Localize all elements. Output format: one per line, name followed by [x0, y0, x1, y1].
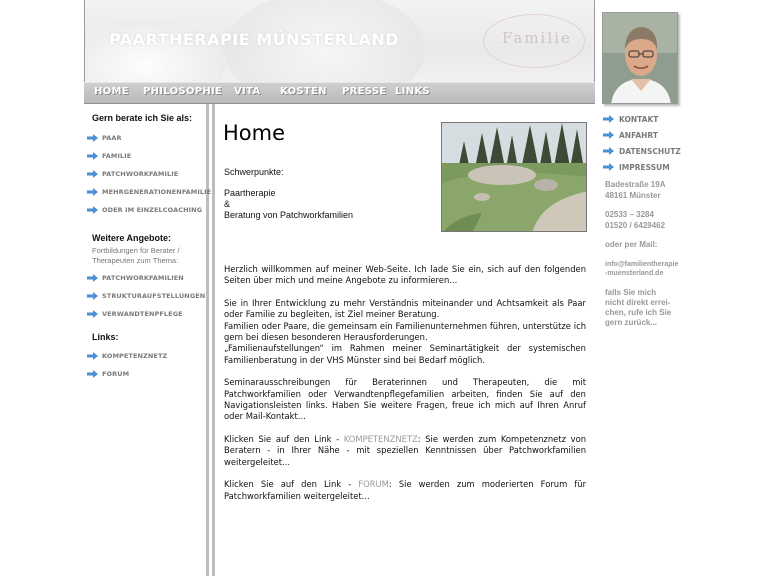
landscape-photo — [441, 122, 587, 232]
left-sidebar — [84, 104, 212, 576]
intro-paragraph-forum — [224, 479, 586, 502]
right-nav-impressum[interactable] — [603, 161, 670, 173]
nav-presse[interactable]: PRESSE — [342, 86, 387, 97]
top-navigation — [84, 82, 595, 104]
right-nav-label: KONTAKT — [619, 114, 659, 124]
sidebar-item-familie[interactable] — [87, 150, 131, 162]
familie-logo — [483, 14, 585, 68]
kompetenznetz-link[interactable]: KOMPETENZNETZ — [343, 433, 418, 444]
right-nav-label: DATENSCHUTZ — [619, 146, 681, 156]
callback-line-2: nicht direkt errei- — [605, 298, 671, 307]
sidebar-item-forum[interactable] — [87, 368, 129, 380]
callback-line-3: chen, rufe ich Sie — [605, 308, 672, 317]
phone-landline: 02533 – 3284 — [605, 210, 654, 219]
nav-vita[interactable]: VITA — [234, 86, 261, 97]
arrow-right-icon — [87, 352, 98, 360]
sidebar-item-label: PAAR — [102, 134, 122, 142]
sidebar-item-label: ODER IM EINZELCOACHING — [102, 206, 203, 214]
sidebar-item-paar[interactable] — [87, 132, 122, 144]
portrait-photo — [602, 12, 678, 104]
focus-ampersand: & — [224, 199, 231, 209]
nav-philosophie[interactable]: PHILOSOPHIE — [143, 86, 223, 97]
arrow-right-icon — [603, 147, 614, 155]
sidebar-item-patchworkfamilien[interactable] — [87, 272, 184, 284]
sidebar-heading-links: Links: — [92, 332, 119, 342]
schwerpunkte-label: Schwerpunkte: — [224, 167, 284, 177]
page-title: Home — [223, 121, 286, 145]
sidebar-item-label: PATCHWORKFAMILIE — [102, 170, 179, 178]
sidebar-item-patchworkfamilie[interactable] — [87, 168, 178, 180]
text-aufstellungen: „Familienaufstellungen“ im Rahmen meiner Seminartätigkeit der systemischen Familienberatung in der VHS Münster sind bei Bedarf möglich. — [224, 343, 586, 365]
arrow-right-icon — [87, 274, 98, 282]
logo-text: Familie — [502, 29, 572, 47]
arrow-right-icon — [87, 292, 98, 300]
intro-text — [224, 264, 586, 513]
sidebar-item-label: FAMILIE — [102, 152, 132, 160]
email-link[interactable] — [605, 260, 678, 278]
arrow-right-icon — [87, 370, 98, 378]
sidebar-subtext: Fortbildungen für Berater / Therapeuten zum Thema: — [92, 246, 180, 265]
sidebar-item-strukturaufstellungen[interactable] — [87, 290, 205, 302]
focus-paartherapie: Paartherapie — [224, 188, 276, 198]
forum-link[interactable]: FORUM — [358, 479, 389, 490]
intro-paragraph-goals — [224, 298, 586, 366]
sidebar-item-label: STRUKTURAUFSTELLUNGEN — [102, 292, 206, 300]
sidebar-item-kompetenznetz[interactable] — [87, 350, 167, 362]
right-nav-datenschutz[interactable] — [603, 145, 681, 157]
callback-line-1: falls Sie mich — [605, 288, 657, 297]
address-street: Badestraße 19A — [605, 180, 666, 189]
site-title: PAARTHERAPIE MÜNSTERLAND — [109, 30, 399, 49]
sidebar-item-mehrgenerationenfamilie[interactable] — [87, 186, 211, 198]
text-suffix: : Sie werden zum Kompetenznetz von Beratern - in Ihrer Nähe - mit speziellen Kenntnissen über Patchworkfamilien weitergeleitet... — [224, 433, 586, 467]
main-content — [212, 104, 594, 576]
sidebar-item-label: VERWANDTENPFLEGE — [102, 310, 183, 318]
intro-paragraph-kompetenznetz — [224, 434, 586, 468]
email-part-1: info@familientherapie — [605, 261, 679, 268]
sidebar-item-label: KOMPETENZNETZ — [102, 352, 168, 360]
arrow-right-icon — [87, 310, 98, 318]
right-sidebar — [598, 0, 768, 576]
sidebar-item-label: PATCHWORKFAMILIEN — [102, 274, 184, 282]
address-city: 48161 Münster — [605, 191, 661, 200]
sidebar-heading-angebote: Weitere Angebote: — [92, 233, 172, 243]
text-prefix: Klicken Sie auf den Link - — [224, 479, 359, 490]
text-family-business: Familien oder Paare, die gemeinsam ein Familienunternehmen führen, unterstütze ich gern bei diesen besonderen Herausforderungen. — [224, 320, 586, 343]
sidebar-item-verwandtenpflege[interactable] — [87, 308, 183, 320]
arrow-right-icon — [603, 131, 614, 139]
focus-patchwork: Beratung von Patchworkfamilien — [224, 210, 354, 220]
right-nav-kontakt[interactable] — [603, 113, 658, 125]
intro-paragraph-seminars: Seminarausschreibungen für Beraterinnen und Therapeuten, die mit Patchworkfamilien oder Verwandtenpflegefamilien arbeiten, finden Sie auf den Navigationsleisten links. Haben Sie weitere Fragen, freue ich mich auf Ihren Anruf oder Mail-Kontakt... — [224, 377, 586, 422]
right-nav-anfahrt[interactable] — [603, 129, 658, 141]
nav-kosten[interactable]: KOSTEN — [280, 86, 327, 97]
arrow-right-icon — [87, 152, 98, 160]
right-nav-label: ANFAHRT — [619, 130, 658, 140]
arrow-right-icon — [87, 188, 98, 196]
mail-label: oder per Mail: — [605, 240, 658, 249]
sidebar-item-einzelcoaching[interactable] — [87, 204, 202, 216]
arrow-right-icon — [603, 115, 614, 123]
text-goal: Sie in Ihrer Entwicklung zu mehr Verständnis miteinander und Achtsamkeit als Paar oder Familie zu begleiten, ist Ziel meiner Beratung. — [224, 297, 586, 320]
sidebar-item-label: FORUM — [102, 370, 130, 378]
arrow-right-icon — [87, 170, 98, 178]
sidebar-item-label: MEHRGENERATIONENFAMILIE — [102, 188, 212, 196]
phone-mobile: 01520 / 6429462 — [605, 221, 666, 230]
sidebar-heading-beratung: Gern berate ich Sie als: — [92, 113, 193, 123]
arrow-right-icon — [603, 163, 614, 171]
arrow-right-icon — [87, 134, 98, 142]
intro-paragraph-welcome: Herzlich willkommen auf meiner Web-Seite. Ich lade Sie ein, sich auf den folgenden Seiten über mich und meine Angebote zu informieren... — [224, 264, 586, 286]
callback-line-4: gern zurück... — [605, 318, 658, 327]
text-prefix: Klicken Sie auf den Link - — [224, 433, 344, 444]
right-nav-label: IMPRESSUM — [619, 162, 670, 172]
nav-home[interactable]: HOME — [94, 86, 129, 97]
email-part-2: -muensterland.de — [605, 270, 664, 277]
arrow-right-icon — [87, 206, 98, 214]
nav-links[interactable]: LINKS — [395, 86, 430, 97]
header-banner — [84, 0, 595, 82]
text-suffix: : Sie werden zum moderierten Forum für Patchworkfamilien weitergeleitet... — [224, 479, 587, 501]
